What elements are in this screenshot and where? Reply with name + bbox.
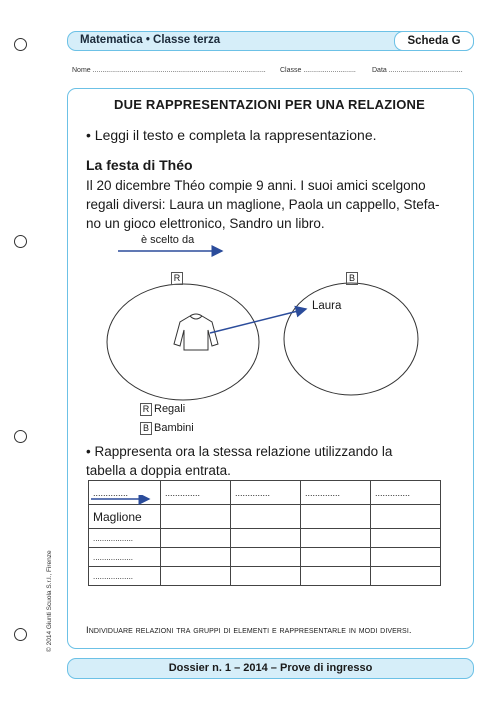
table-cell[interactable] [161,567,231,586]
table-cell[interactable] [371,548,441,567]
table-cell[interactable] [231,548,301,567]
footer-bar: Dossier n. 1 – 2014 – Prove di ingresso [67,658,474,679]
table-cell[interactable] [231,529,301,548]
set-r-tag: R [171,268,185,286]
table-row [89,567,441,586]
legend-item-r: R Regali [140,403,185,416]
table-cell[interactable] [371,567,441,586]
class-field[interactable]: Classe ........................... [280,67,356,74]
sheet-label: Scheda G [394,31,474,51]
row-header-cell[interactable]: .................. [89,548,161,567]
story-line: regali diversi: Laura un maglione, Paola un cappello, Stefa- [86,197,440,212]
table-cell[interactable] [161,505,231,529]
table-cell[interactable] [301,567,371,586]
table-cell[interactable] [301,529,371,548]
table-cell[interactable] [161,548,231,567]
set-r-ellipse [107,284,259,400]
instruction-2: • Rappresenta ora la stessa relazione utilizzando la tabella a doppia entrata. [86,444,393,478]
table-header-cell[interactable]: .............. [301,481,371,505]
table-header-cell[interactable]: .............. [161,481,231,505]
row-header-cell: Maglione [89,505,161,529]
story-title: La festa di Théo [86,157,193,173]
name-field[interactable]: Nome ......................................................................................... [72,67,266,74]
element-laura: Laura [312,300,342,312]
mapping-arrow [210,309,306,333]
row-header-cell[interactable]: .................. [89,567,161,586]
table-cell[interactable] [301,548,371,567]
table-row [89,529,441,548]
table-row [89,548,441,567]
table-header-row [89,481,441,505]
set-b-ellipse [284,283,418,395]
corner-arrow [91,495,157,505]
table-cell[interactable] [371,529,441,548]
relation-label: è scelto da [141,234,195,246]
table-cell[interactable] [161,529,231,548]
table-corner-cell[interactable]: .............. [89,481,161,505]
story-line: Il 20 dicembre Théo compie 9 anni. I suoi amici scelgono [86,178,426,193]
table-cell[interactable] [231,567,301,586]
legend-item-b: B Bambini [140,422,194,435]
table-header-cell[interactable]: .............. [231,481,301,505]
page-title: DUE RAPPRESENTAZIONI PER UNA RELAZIONE [114,97,425,112]
story-line: no un gioco elettronico, Sandro un libro. [86,216,325,231]
learning-objective-note: Individuare relazioni tra gruppi di elementi e rappresentarle in modi diversi. [86,625,412,636]
copyright-text: © 2014 Giunti Scuola S.r.l., Firenze [46,550,53,652]
row-header-cell[interactable]: .................. [89,529,161,548]
set-b-tag: B [346,268,360,286]
table-header-cell[interactable]: .............. [371,481,441,505]
instruction-1: • Leggi il testo e completa la rappresentazione. [86,127,377,143]
date-field[interactable]: Data ...................................... [372,67,463,74]
double-entry-table [88,480,441,586]
table-cell[interactable] [301,505,371,529]
table-cell[interactable] [231,505,301,529]
table-row [89,505,441,529]
table-cell[interactable] [371,505,441,529]
subject-label: Matematica • Classe terza [80,34,221,46]
